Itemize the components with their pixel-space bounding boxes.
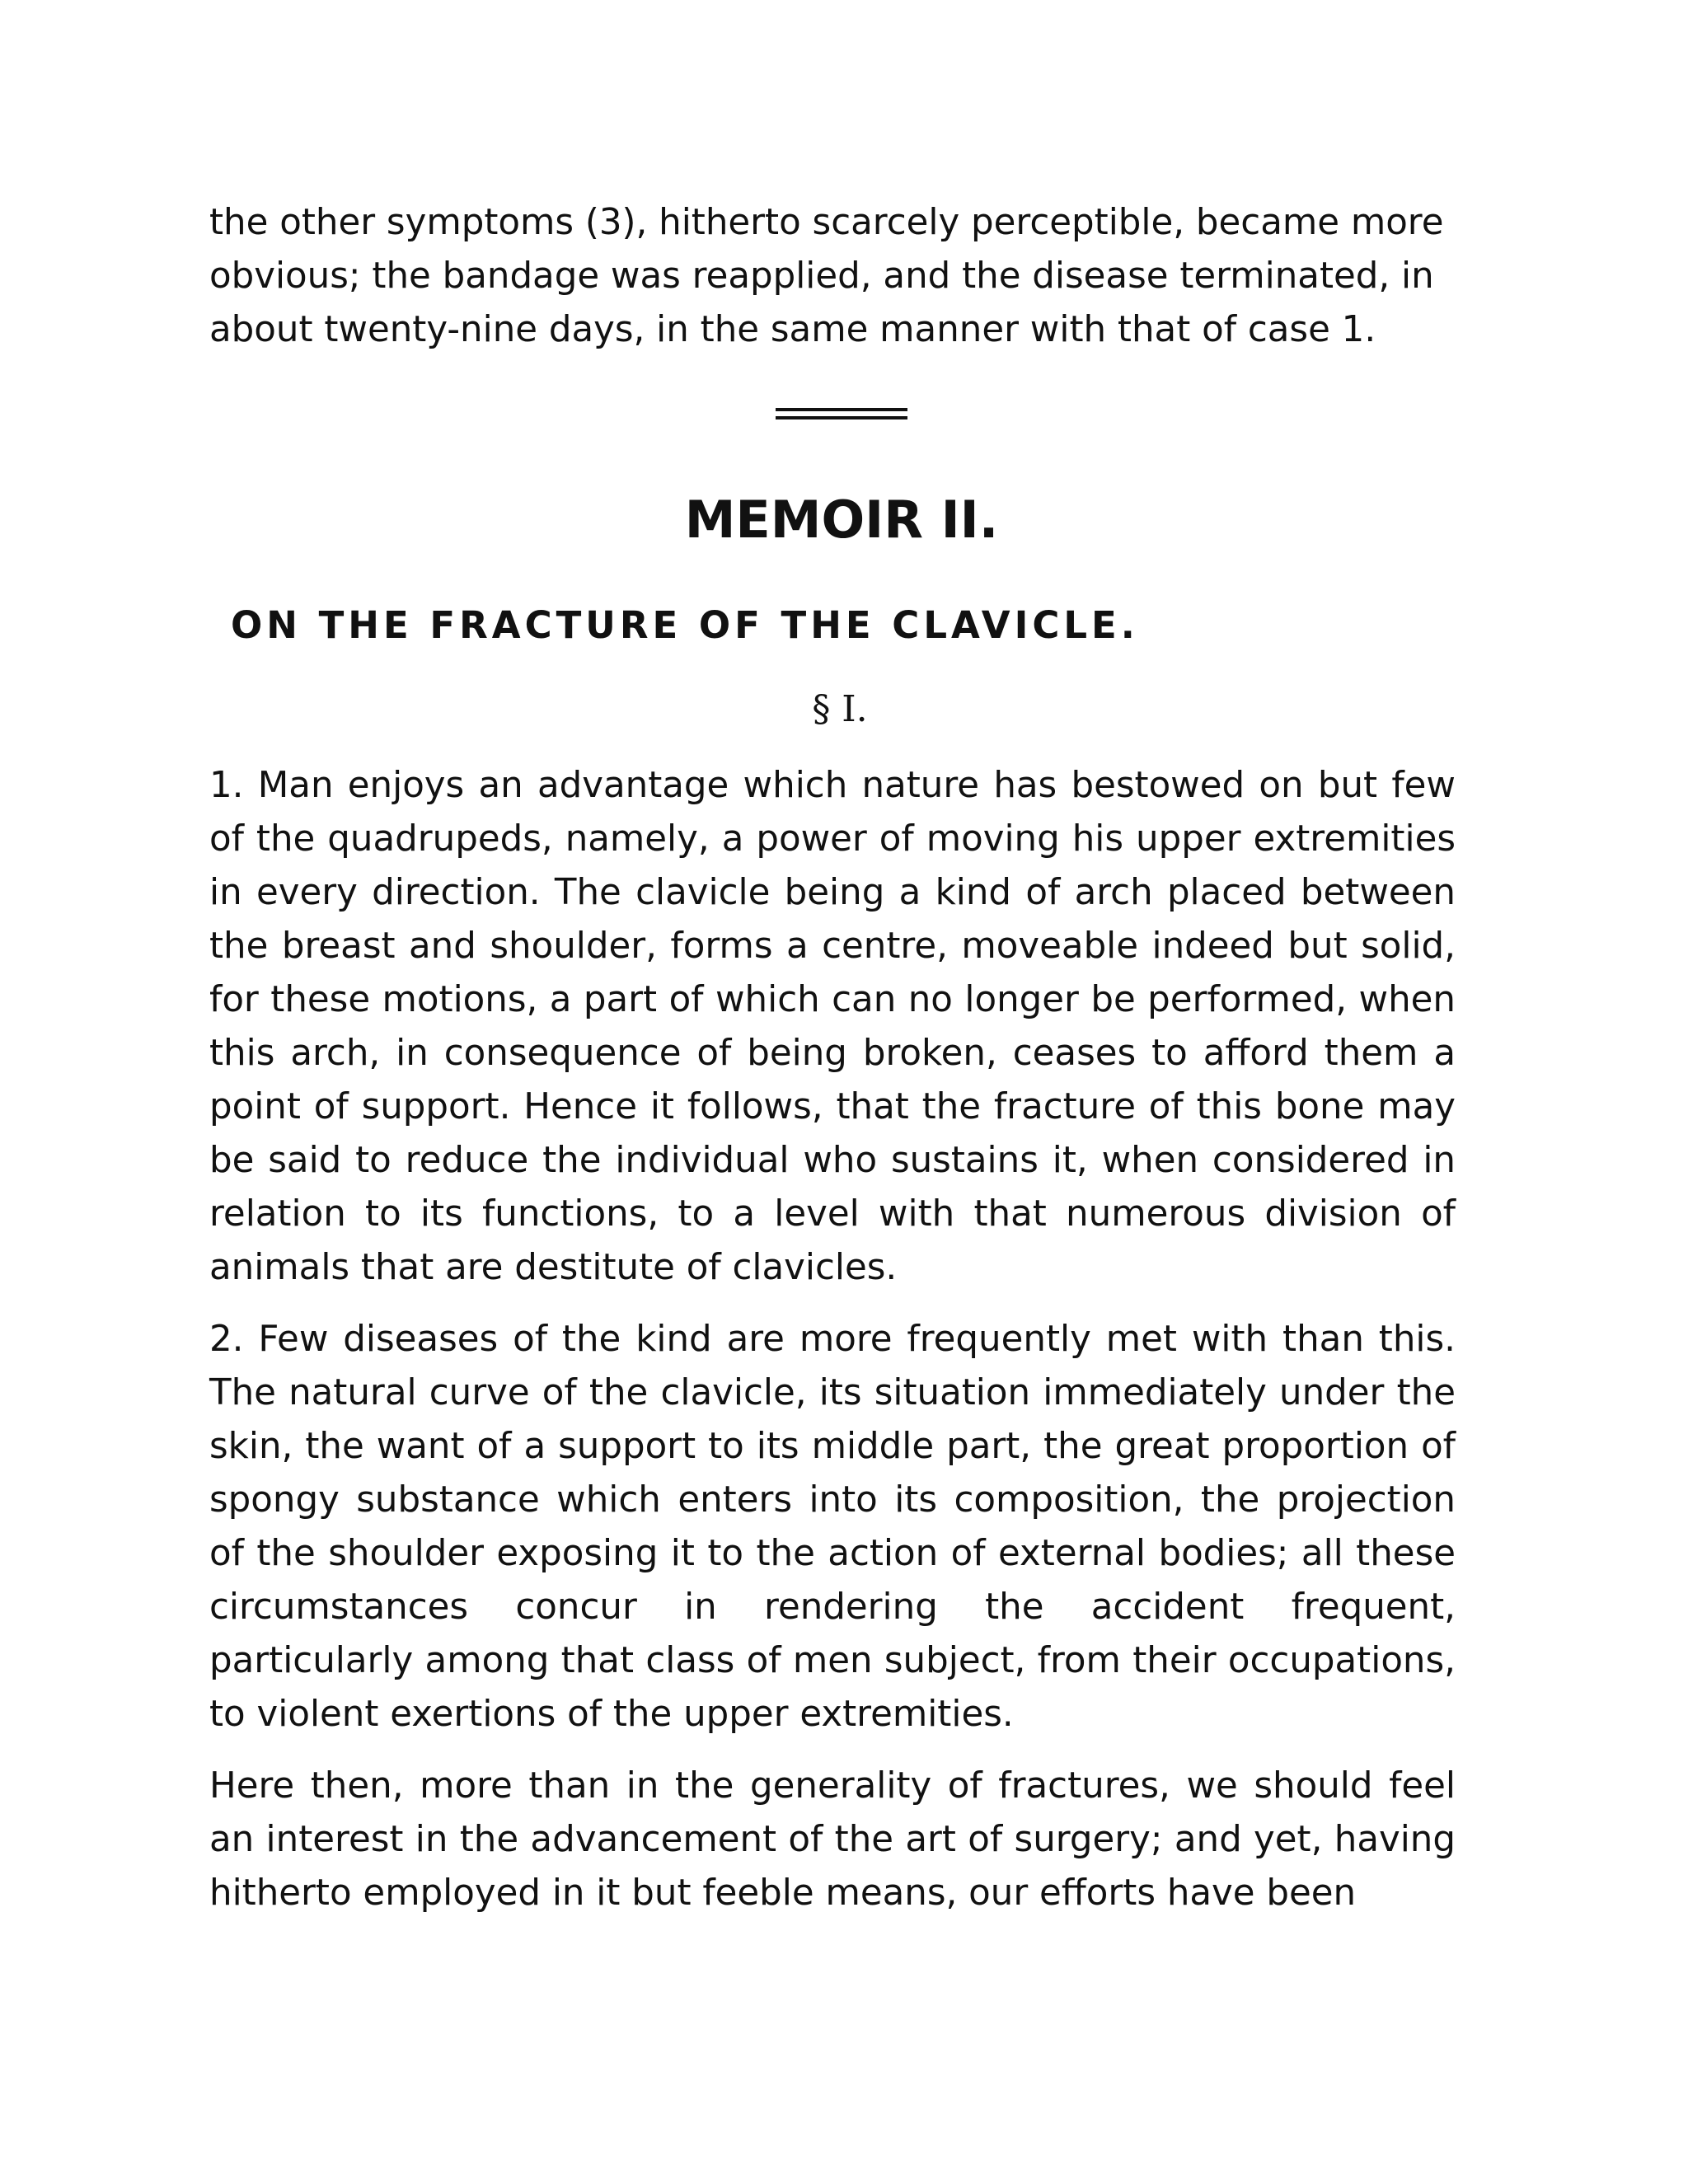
paragraph-1: 1. Man enjoys an advantage which nature has bestowed on but few of the quadrupeds, namely, a power of moving his upper extremities in every direction. The clavicle being a kind of arch placed between the breast and shoulder, forms a centre, moveable indeed but solid, for these motions, a part of which can no longer be performed, when this arch, in consequence of being broken, ceases to afford them a point of support. Hence it follows, that the fracture of this bone may be said to reduce the individual who sustains it, when considered in relation to its functions, to a level with that numerous division of animals that are destitute of clavicles. — [209, 765, 1456, 1288]
paragraph-3: Here then, more than in the generality of fractures, we should feel an interest in the advancement of the art of surgery; and yet, having hitherto employed in it but feeble means, our efforts have been — [209, 1765, 1456, 1914]
paragraph-2: 2. Few diseases of the kind are more frequently met with than this. The natural curve of the clavicle, its situation immediately under the skin, the want of a support to its middle part, the great proportion of spongy substance which enters into its composition, the projection of the shoulder exposing it to the action of external bodies; all these circumstances concur in rendering the accident frequent, particularly among that class of men subject, from their occupations, to violent exertions of the upper extremities. — [209, 1319, 1456, 1735]
document-page — [209, 196, 1456, 1920]
memoir-title: MEMOIR II. — [684, 490, 999, 550]
section-mark: § I. — [812, 688, 868, 730]
body-text — [209, 759, 1456, 1920]
chapter-subtitle: ON THE FRACTURE OF THE CLAVICLE. — [231, 603, 1139, 647]
continuation-paragraph: the other symptoms (3), hitherto scarcely perceptible, became more obvious; the bandage was reapplied, and the disease terminated, in about twenty-nine days, in the same manner with that of case 1. — [209, 202, 1444, 350]
double-rule-divider — [776, 408, 907, 419]
